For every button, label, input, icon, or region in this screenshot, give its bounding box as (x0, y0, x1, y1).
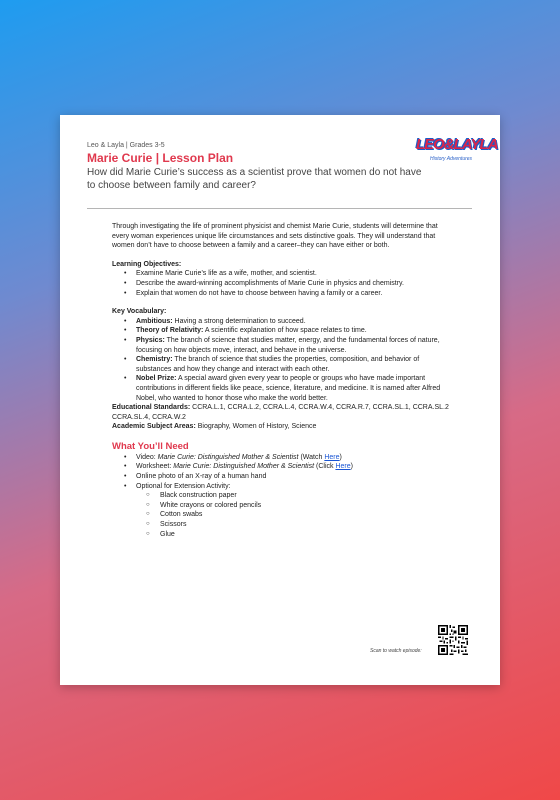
vocab-item (136, 326, 452, 336)
vocab-definition: The branch of science that studies matter, energy, and the fundamental forces of nature, focusing on how objects move, interact, and behave in the universe. (136, 336, 440, 354)
subject-areas-label: Academic Subject Areas: (112, 423, 196, 431)
worksheet-mid: (Click (314, 463, 336, 471)
vocab-definition: A scientific explanation of how space relates to time. (203, 327, 367, 335)
worksheet-link[interactable]: Here (335, 463, 351, 471)
worksheet-item (136, 462, 452, 472)
leo-layla-logo (416, 136, 498, 173)
extension-material: ○ Glue (160, 530, 452, 540)
subject-areas-value: Biography, Women of History, Science (195, 423, 317, 431)
vocab-item (136, 355, 452, 374)
subject-areas-line (112, 422, 452, 432)
extension-label: Optional for Extension Activity: (136, 482, 231, 490)
extension-material: ○ White crayons or colored pencils (160, 501, 452, 511)
vocab-term: Physics: (136, 336, 165, 344)
video-item (136, 453, 452, 463)
vocabulary-section (112, 307, 452, 403)
vocab-term: Theory of Relativity: (136, 327, 204, 335)
logo-wordmark: LEO&LAYLA (416, 136, 498, 153)
extension-list (136, 491, 452, 539)
vocab-definition: A special award given every year to people or groups who have made important contributions in different fields like peace, science, literature, and medicine. It is named after Alfred Nobel, who wanted to honor those who make the world better. (136, 375, 441, 402)
vocab-definition: Having a strong determination to succeed. (172, 317, 306, 325)
learning-objectives-section (112, 260, 452, 298)
extension-material: ○ Scissors (160, 520, 452, 530)
lesson-content (112, 222, 452, 539)
header-divider (87, 208, 472, 209)
video-title: Marie Curie: Distinguished Mother & Scientist (157, 453, 299, 461)
qr-code-icon[interactable] (438, 625, 468, 655)
what-youll-need-heading: What You’ll Need (112, 440, 189, 452)
essential-question: How did Marie Curie’s success as a scientist prove that women do not have to choose between family and career? (87, 167, 422, 191)
worksheet-suffix: ) (350, 463, 353, 471)
page-title: Marie Curie | Lesson Plan (87, 151, 234, 165)
vocab-term: Chemistry: (136, 356, 173, 364)
vocabulary-heading: Key Vocabulary: (112, 308, 167, 316)
brand-grade-line: Leo & Layla | Grades 3-5 (87, 142, 165, 149)
vocab-definition: The branch of science that studies the properties, composition, and behavior of substances and how they change and interact with each other. (136, 356, 420, 373)
video-mid: (Watch (298, 453, 325, 461)
vocab-term: Ambitious: (136, 317, 173, 325)
extension-material: ○ Cotton swabs (160, 510, 452, 520)
photo-item: • Online photo of an X-ray of a human hand (136, 472, 452, 482)
video-suffix: ) (339, 453, 342, 461)
qr-caption: Scan to watch episode: (370, 648, 422, 654)
extension-item (136, 482, 452, 540)
logo-tagline: History Adventures (430, 156, 473, 162)
video-link[interactable]: Here (324, 453, 340, 461)
worksheet-title: Marie Curie: Distinguished Mother & Scientist (173, 463, 315, 471)
extension-material: ○ Black construction paper (160, 491, 452, 501)
intro-paragraph: Through investigating the life of prominent physicist and chemist Marie Curie, students will determine that every woman experiences unique life circumstances and sets distinctive goals. They will understand that women don’t have to choose between a family and a career–they can have either or both. (112, 223, 438, 250)
worksheet-prefix: Worksheet: (136, 463, 174, 471)
materials-list (112, 453, 452, 539)
standards-line (112, 403, 452, 422)
standards-label: Educational Standards: (112, 404, 191, 412)
objective-item: • Explain that women do not have to choose between having a family or a career. (136, 289, 452, 299)
vocab-item (136, 336, 452, 355)
lesson-plan-page (60, 115, 500, 685)
learning-objectives-heading: Learning Objectives: (112, 260, 182, 268)
objective-item: • Examine Marie Curie’s life as a wife, mother, and scientist. (136, 269, 452, 279)
objective-item: • Describe the award-winning accomplishments of Marie Curie in physics and chemistry. (136, 279, 452, 289)
vocab-term: Nobel Prize: (136, 375, 177, 383)
vocab-item (136, 317, 452, 327)
vocab-item (136, 374, 452, 403)
standards-value: CCRA.L.1, CCRA.L.2, CCRA.L.4, CCRA.W.4, CCRA.R.7, CCRA.SL.1, CCRA.SL.2 CCRA.SL.4, CCRA.W.2 (112, 404, 449, 421)
video-prefix: Video: (136, 453, 158, 461)
